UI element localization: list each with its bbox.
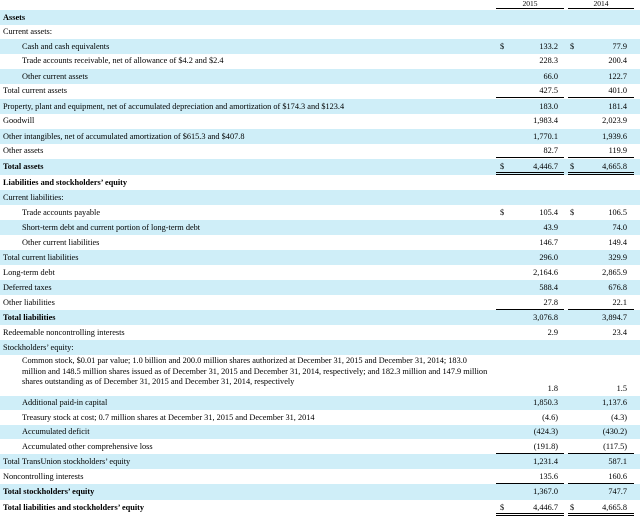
row-label: Short-term debt and current portion of long-term debt (22, 223, 201, 232)
row-label: Long-term debt (3, 268, 55, 277)
row-label: Common stock, $0.01 par value; 1.0 billion and 200.0 million shares authorized at December 31, 2015 and December 31, 2014; 183.0 million and 148.5 million shares issued as of December 31, 2015 and December 31, 2014, respectively; and 182.3 million and 147.9 million shares outstanding as of December 31, 2015 and December 31, 2014, respectively (22, 356, 488, 386)
value-2015: 4,446.7 (533, 162, 558, 171)
table-row (0, 325, 640, 340)
table-row (0, 84, 640, 98)
table-row (0, 10, 640, 25)
table-row (0, 439, 640, 454)
table-row (0, 144, 640, 158)
total-double-rule (496, 513, 564, 516)
table-row (0, 250, 640, 265)
value-2015: 296.0 (539, 253, 558, 262)
value-2014: 4,665.8 (602, 503, 627, 512)
table-row (0, 99, 640, 114)
value-2014: 587.1 (608, 457, 627, 466)
value-2014: 77.9 (612, 42, 627, 51)
value-2015: 66.0 (543, 72, 558, 81)
row-label: Additional paid-in capital (22, 398, 108, 407)
table-row (0, 340, 640, 355)
value-2015: 1,770.1 (533, 132, 558, 141)
table-row (0, 295, 640, 310)
value-2014: (117.5) (603, 442, 627, 451)
row-label: Trade accounts payable (22, 208, 101, 217)
value-2015: 1,850.3 (533, 398, 558, 407)
value-2015: 82.7 (543, 146, 558, 155)
currency-symbol-2015: $ (500, 42, 505, 51)
row-label: Accumulated other comprehensive loss (22, 442, 153, 451)
value-2015: 1,983.4 (533, 116, 558, 125)
subtotal-rule (496, 97, 564, 98)
row-label: Total stockholders’ equity (3, 487, 95, 496)
row-label: Total current liabilities (3, 253, 79, 262)
row-label: Noncontrolling interests (3, 472, 84, 481)
table-row (0, 265, 640, 280)
value-2014: 2,023.9 (602, 116, 627, 125)
currency-symbol-2014: $ (570, 503, 575, 512)
table-row (0, 355, 640, 396)
value-2015: (4.6) (542, 413, 558, 422)
row-label: Other liabilities (3, 298, 55, 307)
table-row (0, 114, 640, 128)
row-label: Other assets (3, 146, 44, 155)
value-2014: 329.9 (608, 253, 627, 262)
table-row (0, 129, 640, 144)
currency-symbol-2015: $ (500, 208, 505, 217)
year-2014-header: 2014 (593, 0, 609, 8)
header-rule (568, 8, 634, 9)
table-row (0, 469, 640, 484)
value-2015: 105.4 (539, 208, 558, 217)
table-row (0, 54, 640, 68)
row-label: Redeemable noncontrolling interests (3, 328, 125, 337)
row-label: Current assets: (3, 27, 53, 36)
row-label: Property, plant and equipment, net of accumulated depreciation and amortization of $174.3 and $123.4 (3, 102, 345, 111)
row-label: Total assets (3, 162, 44, 171)
table-row (0, 175, 640, 190)
value-2015: 1,231.4 (533, 457, 558, 466)
value-2015: 228.3 (539, 56, 558, 65)
table-row (0, 235, 640, 250)
table-row (0, 205, 640, 220)
value-2014: 181.4 (608, 102, 627, 111)
value-2015: (191.8) (533, 442, 558, 451)
column-header (0, 0, 640, 9)
subtotal-rule (568, 157, 634, 158)
value-2014: 200.4 (608, 56, 627, 65)
value-2014: 149.4 (608, 238, 627, 247)
table-row (0, 454, 640, 469)
header-rule (496, 8, 564, 9)
currency-symbol-2014: $ (570, 42, 575, 51)
value-2014: 74.0 (612, 223, 627, 232)
table-row (0, 39, 640, 54)
value-2015: 427.5 (539, 86, 558, 95)
value-2014: 1.5 (616, 384, 627, 393)
row-label: Total TransUnion stockholders’ equity (3, 457, 131, 466)
value-2015: 2,164.6 (533, 268, 558, 277)
row-label: Stockholders’ equity: (3, 343, 74, 352)
value-2014: 119.9 (608, 146, 627, 155)
value-2015: 135.6 (539, 472, 558, 481)
table-row (0, 69, 640, 84)
value-2014: 122.7 (608, 72, 627, 81)
row-label: Goodwill (3, 116, 35, 125)
value-2015: 4,446.7 (533, 503, 558, 512)
currency-symbol-2014: $ (570, 162, 575, 171)
table-row (0, 484, 640, 500)
row-label: Trade accounts receivable, net of allowance of $4.2 and $2.4 (22, 56, 224, 65)
table-row (0, 410, 640, 425)
value-2014: 3,894.7 (602, 313, 627, 322)
value-2015: 2.9 (547, 328, 558, 337)
table-row (0, 310, 640, 325)
row-label: Treasury stock at cost; 0.7 million shares at December 31, 2015 and December 31, 2014 (22, 413, 315, 422)
row-label: Total liabilities and stockholders’ equity (3, 503, 145, 512)
table-row (0, 25, 640, 39)
subtotal-rule (568, 97, 634, 98)
value-2014: 401.0 (608, 86, 627, 95)
value-2014: 2,865.9 (602, 268, 627, 277)
row-label: Total current assets (3, 86, 67, 95)
table-row (0, 190, 640, 205)
value-2015: 1,367.0 (533, 487, 558, 496)
value-2015: 133.2 (539, 42, 558, 51)
row-label: Assets (3, 13, 26, 22)
value-2014: 160.6 (608, 472, 627, 481)
value-2014: (4.3) (611, 413, 627, 422)
table-row (0, 159, 640, 175)
row-label: Accumulated deficit (22, 427, 90, 436)
row-label: Other current liabilities (22, 238, 100, 247)
value-2015: 27.8 (543, 298, 558, 307)
value-2014: 747.7 (608, 487, 627, 496)
row-label: Other intangibles, net of accumulated amortization of $615.3 and $407.8 (3, 132, 245, 141)
currency-symbol-2015: $ (500, 503, 505, 512)
row-label: Other current assets (22, 72, 88, 81)
value-2014: 22.1 (612, 298, 627, 307)
value-2014: 1,939.6 (602, 132, 627, 141)
value-2015: 1.8 (547, 384, 558, 393)
value-2015: 43.9 (543, 223, 558, 232)
value-2015: 183.0 (539, 102, 558, 111)
row-label: Cash and cash equivalents (22, 42, 110, 51)
year-2015-header: 2015 (522, 0, 538, 8)
row-label: Total liabilities (3, 313, 56, 322)
table-row (0, 425, 640, 439)
value-2014: 1,137.6 (602, 398, 627, 407)
value-2015: 146.7 (539, 238, 558, 247)
value-2014: 23.4 (612, 328, 627, 337)
value-2014: 4,665.8 (602, 162, 627, 171)
row-label: Liabilities and stockholders’ equity (3, 178, 128, 187)
value-2015: (424.3) (533, 427, 558, 436)
table-row (0, 396, 640, 410)
row-label: Current liabilities: (3, 193, 64, 202)
currency-symbol-2014: $ (570, 208, 575, 217)
table-row (0, 280, 640, 295)
total-double-rule (568, 513, 634, 516)
currency-symbol-2015: $ (500, 162, 505, 171)
value-2014: 676.8 (608, 283, 627, 292)
subtotal-rule (496, 157, 564, 158)
value-2014: 106.5 (608, 208, 627, 217)
table-row (0, 500, 640, 516)
value-2014: (430.2) (602, 427, 627, 436)
value-2015: 3,076.8 (533, 313, 558, 322)
row-label: Deferred taxes (3, 283, 52, 292)
value-2015: 588.4 (539, 283, 558, 292)
table-row (0, 220, 640, 235)
